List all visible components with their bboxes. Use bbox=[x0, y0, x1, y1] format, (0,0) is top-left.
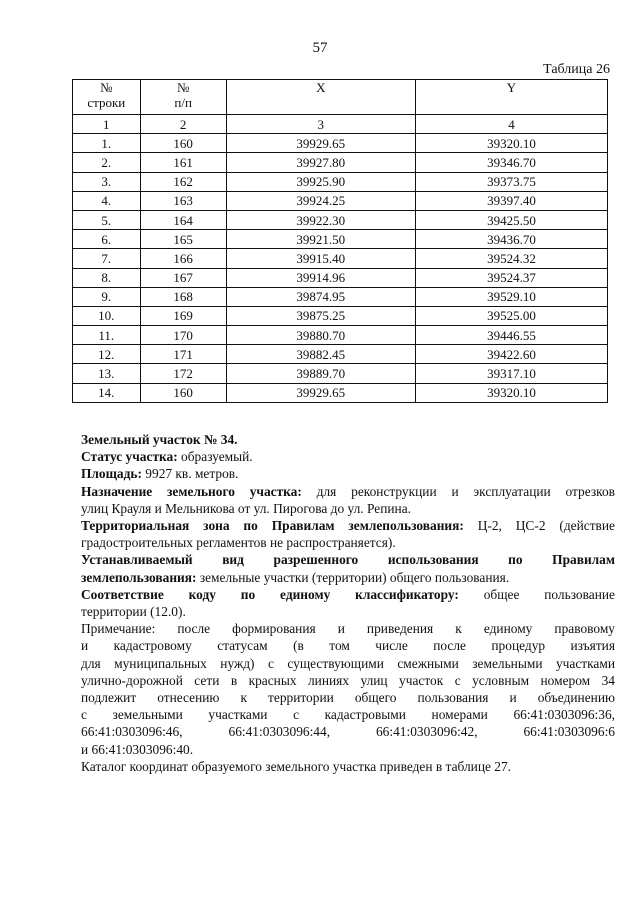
row-number-cell: 1. bbox=[73, 134, 141, 153]
plot-use: землепользования: земельные участки (территории) общего пользования. bbox=[81, 569, 510, 585]
x-cell: 39874.95 bbox=[226, 287, 415, 306]
table-numbering-row bbox=[73, 115, 608, 134]
table-row bbox=[73, 210, 608, 229]
page-number: 57 bbox=[312, 40, 328, 56]
numbering-cell: 2 bbox=[140, 115, 226, 134]
point-number-cell: 167 bbox=[140, 268, 226, 287]
point-number-cell: 170 bbox=[140, 326, 226, 345]
note-line: 66:41:0303096:46, 66:41:0303096:44, 66:41:0303096:42, 66:41:0303096:6 bbox=[81, 724, 615, 740]
point-number-cell: 172 bbox=[140, 364, 226, 383]
plot-zone: Территориальная зона по Правилам землепользования: Ц-2, ЦС-2 (действие bbox=[81, 518, 615, 534]
plot-note-last-line: и 66:41:0303096:40. bbox=[81, 741, 194, 757]
y-cell: 39317.10 bbox=[415, 364, 607, 383]
table-row bbox=[73, 364, 608, 383]
row-number-cell: 5. bbox=[73, 210, 141, 229]
row-number-cell: 2. bbox=[73, 153, 141, 172]
table-row bbox=[73, 134, 608, 153]
plot-catalog-reference: Каталог координат образуемого земельного участка приведен в таблице 27. bbox=[81, 758, 512, 774]
y-cell: 39373.75 bbox=[415, 172, 607, 191]
y-cell: 39346.70 bbox=[415, 153, 607, 172]
row-number-cell: 14. bbox=[73, 383, 141, 402]
point-number-cell: 160 bbox=[140, 134, 226, 153]
note-line: для муниципальных нужд) с существующими смежными земельными участками bbox=[81, 655, 615, 671]
row-number-cell: 8. bbox=[73, 268, 141, 287]
y-cell: 39425.50 bbox=[415, 210, 607, 229]
y-cell: 39436.70 bbox=[415, 230, 607, 249]
table-row bbox=[73, 191, 608, 210]
plot-purpose: Назначение земельного участка: для реконструкции и эксплуатации отрезков bbox=[81, 483, 615, 499]
numbering-cell: 3 bbox=[226, 115, 415, 134]
plot-description bbox=[81, 431, 615, 775]
note-line: улично-дорожной сети в красных линиях улиц участок с условным номером 34 bbox=[81, 672, 615, 688]
point-number-cell: 166 bbox=[140, 249, 226, 268]
point-number-cell: 169 bbox=[140, 306, 226, 325]
x-cell: 39922.30 bbox=[226, 210, 415, 229]
note-line: и кадастровому статусам (в том числе после процедур изъятия bbox=[81, 638, 615, 654]
row-number-cell: 4. bbox=[73, 191, 141, 210]
table-row bbox=[73, 326, 608, 345]
point-number-cell: 163 bbox=[140, 191, 226, 210]
table-header-row bbox=[73, 80, 608, 115]
plot-code: Соответствие коду по единому классификатору: общее пользование bbox=[81, 586, 615, 602]
y-cell: 39422.60 bbox=[415, 345, 607, 364]
y-cell: 39529.10 bbox=[415, 287, 607, 306]
point-number-cell: 165 bbox=[140, 230, 226, 249]
plot-zone-cont: градостроительных регламентов не распространяется). bbox=[81, 535, 396, 551]
row-number-cell: 7. bbox=[73, 249, 141, 268]
plot-title: Земельный участок № 34. bbox=[81, 432, 238, 447]
point-number-cell: 162 bbox=[140, 172, 226, 191]
plot-status: Статус участка: образуемый. bbox=[81, 449, 253, 465]
x-cell: 39914.96 bbox=[226, 268, 415, 287]
x-cell: 39889.70 bbox=[226, 364, 415, 383]
y-cell: 39524.32 bbox=[415, 249, 607, 268]
plot-area: Площадь: 9927 кв. метров. bbox=[81, 466, 239, 482]
row-number-cell: 12. bbox=[73, 345, 141, 364]
note-line: с земельными участками с кадастровыми номерами 66:41:0303096:36, bbox=[81, 707, 615, 723]
point-number-cell: 171 bbox=[140, 345, 226, 364]
row-number-cell: 9. bbox=[73, 287, 141, 306]
table-row bbox=[73, 383, 608, 402]
point-number-cell: 161 bbox=[140, 153, 226, 172]
table-row bbox=[73, 287, 608, 306]
y-cell: 39320.10 bbox=[415, 383, 607, 402]
table-row bbox=[73, 306, 608, 325]
point-number-cell: 164 bbox=[140, 210, 226, 229]
table-row bbox=[73, 249, 608, 268]
table-row bbox=[73, 172, 608, 191]
x-cell: 39929.65 bbox=[226, 134, 415, 153]
note-line: подлежит отнесению к территории общего пользования и объединению bbox=[81, 690, 615, 706]
row-number-cell: 11. bbox=[73, 326, 141, 345]
x-cell: 39880.70 bbox=[226, 326, 415, 345]
row-number-cell: 3. bbox=[73, 172, 141, 191]
numbering-cell: 4 bbox=[415, 115, 607, 134]
coordinates-table bbox=[72, 79, 608, 403]
x-cell: 39915.40 bbox=[226, 249, 415, 268]
y-cell: 39524.37 bbox=[415, 268, 607, 287]
x-cell: 39929.65 bbox=[226, 383, 415, 402]
header-row-number: № строки bbox=[73, 80, 141, 115]
row-number-cell: 6. bbox=[73, 230, 141, 249]
x-cell: 39924.25 bbox=[226, 191, 415, 210]
table-row bbox=[73, 268, 608, 287]
row-number-cell: 10. bbox=[73, 306, 141, 325]
table-row bbox=[73, 153, 608, 172]
y-cell: 39525.00 bbox=[415, 306, 607, 325]
row-number-cell: 13. bbox=[73, 364, 141, 383]
note-line: Примечание: после формирования и приведения к единому правовому bbox=[81, 621, 615, 637]
x-cell: 39882.45 bbox=[226, 345, 415, 364]
plot-use-label: Устанавливаемый вид разрешенного использования по Правилам bbox=[81, 552, 615, 568]
x-cell: 39925.90 bbox=[226, 172, 415, 191]
plot-note bbox=[81, 620, 615, 740]
table-row bbox=[73, 230, 608, 249]
table-row bbox=[73, 345, 608, 364]
y-cell: 39397.40 bbox=[415, 191, 607, 210]
x-cell: 39927.80 bbox=[226, 153, 415, 172]
header-x: X bbox=[226, 80, 415, 115]
point-number-cell: 160 bbox=[140, 383, 226, 402]
point-number-cell: 168 bbox=[140, 287, 226, 306]
y-cell: 39320.10 bbox=[415, 134, 607, 153]
header-point-number: № п/п bbox=[140, 80, 226, 115]
plot-code-cont: территории (12.0). bbox=[81, 604, 186, 620]
plot-purpose-cont: улиц Крауля и Мельникова от ул. Пирогова до ул. Репина. bbox=[81, 500, 411, 516]
numbering-cell: 1 bbox=[73, 115, 141, 134]
header-y: Y bbox=[415, 80, 607, 115]
table-caption: Таблица 26 bbox=[543, 62, 610, 77]
x-cell: 39921.50 bbox=[226, 230, 415, 249]
x-cell: 39875.25 bbox=[226, 306, 415, 325]
y-cell: 39446.55 bbox=[415, 326, 607, 345]
